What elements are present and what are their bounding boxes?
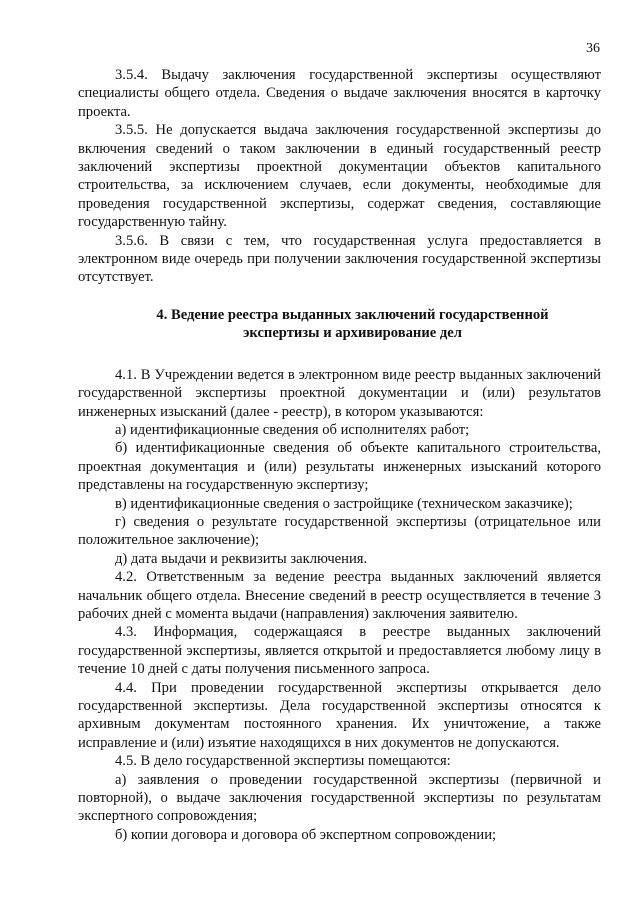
list-item-4-1-d: д) дата выдачи и реквизиты заключения. (115, 550, 368, 567)
list-item-4-1-b: б) идентификационные сведения об объекте капитального строительства, проектная документация и (или) результаты инженерных изысканий которого представлены на государственную экспертизу; (78, 440, 601, 494)
list-item-4-5-a: а) заявления о проведении государственной экспертизы (первичной и повторной), о выдаче заключения государственной экспертизы по результатам экспертного сопровождения; (78, 771, 601, 825)
paragraph-3-5-6: 3.5.6. В связи с тем, что государственная услуга предоставляется в электронном виде очередь при получении заключения государственной экспертизы отсутствует. (78, 232, 601, 286)
paragraph-3-5-4: 3.5.4. Выдачу заключения государственной экспертизы осуществляют специалисты общего отдела. Сведения о выдаче заключения вносятся в карточку проекта. (78, 67, 601, 120)
paragraph-4-4: 4.4. При проведении государственной экспертизы открывается дело государственной экспертизы. Дела государственной экспертизы относятся к архивным документам постоянного хранения. Их уничтожение, а также исправление и (или) изъятие находящихся в них документов не допускаются. (78, 679, 601, 751)
paragraph-4-1: 4.1. В Учреждении ведется в электронном виде реестр выданных заключений государственной экспертизы проектной документации и (или) результатов инженерных изысканий (далее - реестр), в котором указываются: (78, 366, 601, 420)
section-heading (78, 306, 601, 343)
section-heading-line-1: 4. Ведение реестра выданных заключений государственной (156, 306, 549, 323)
paragraph-4-2: 4.2. Ответственным за ведение реестра выданных заключений является начальник общего отдела. Внесение сведений в реестр осуществляется в течение 3 рабочих дней с момента выдачи (направления) заключения заявителю. (78, 569, 601, 622)
list-item-4-1-v: в) идентификационные сведения о застройщике (техническом заказчике); (115, 495, 573, 512)
document-body (78, 66, 601, 844)
list-item-4-5-b: б) копии договора и договора об экспертном сопровождении; (115, 826, 497, 843)
section-heading-line-2: экспертизы и архивирование дел (243, 325, 462, 342)
paragraph-3-5-5: 3.5.5. Не допускается выдача заключения государственной экспертизы до включения сведений о таком заключении в единый государственный реестр заключений экспертизы проектной документации объектов капитального строительства, за исключением случаев, если документы, необходимые для проведения государственной экспертизы, содержат сведения, составляющие государственную тайну. (78, 122, 601, 231)
list-item-4-1-g: г) сведения о результате государственной экспертизы (отрицательное или положительное заключение); (78, 513, 601, 549)
page-number: 36 (586, 41, 600, 56)
list-item-4-1-a: а) идентификационные сведения об исполнителях работ; (115, 421, 470, 438)
paragraph-4-5: 4.5. В дело государственной экспертизы помещаются: (115, 753, 451, 770)
paragraph-4-3: 4.3. Информация, содержащаяся в реестре выданных заключений государственной экспертизы, является открытой и предоставляется любому лицу в течение 10 дней с даты получения письменного запроса. (78, 624, 601, 678)
